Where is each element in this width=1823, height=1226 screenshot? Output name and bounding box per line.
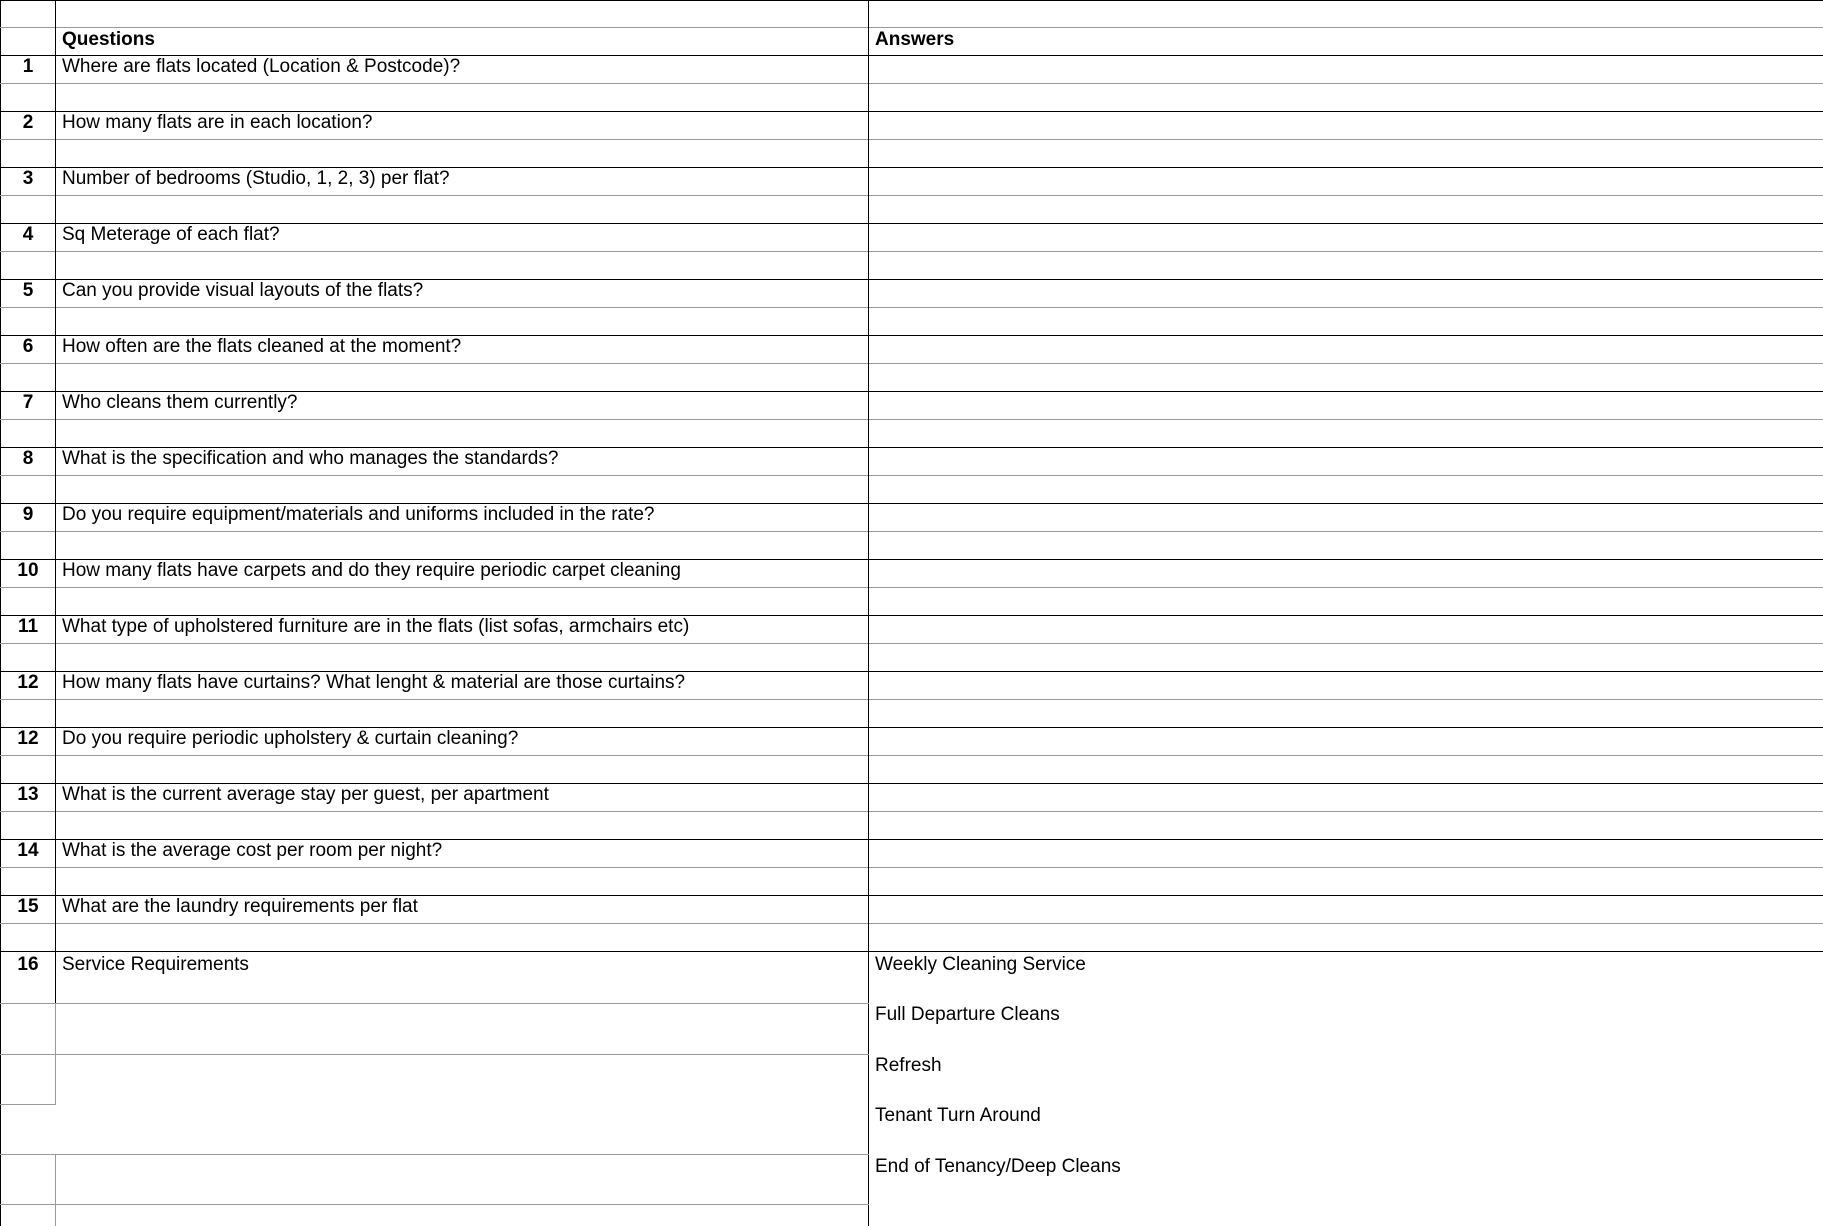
service-option[interactable]: Full Departure Cleans [875, 1004, 1060, 1025]
question-cell[interactable]: What is the current average stay per guest, per apartment [62, 784, 549, 805]
question-cell[interactable]: Do you require equipment/materials and uniforms included in the rate? [62, 504, 655, 525]
service-option[interactable]: Tenant Turn Around [875, 1105, 1041, 1126]
row-number[interactable]: 12 [17, 672, 39, 693]
row-number[interactable]: 1 [22, 56, 34, 77]
row-number[interactable]: 7 [22, 392, 34, 413]
question-cell[interactable]: What type of upholstered furniture are in the flats (list sofas, armchairs etc) [62, 616, 690, 637]
grid-line [55, 1054, 56, 1104]
questions-column-header[interactable]: Questions [62, 29, 155, 50]
grid-line [0, 1054, 869, 1055]
grid-line [0, 0, 1823, 1]
row-number[interactable]: 14 [17, 840, 39, 861]
question-cell[interactable]: What is the average cost per room per night? [62, 840, 443, 861]
service-option[interactable]: End of Tenancy/Deep Cleans [875, 1156, 1121, 1177]
grid-line [0, 1154, 869, 1155]
grid-line [55, 1154, 56, 1226]
answers-column-header[interactable]: Answers [875, 29, 955, 50]
row-number[interactable]: 11 [17, 616, 39, 637]
grid-line [0, 1104, 56, 1105]
service-option[interactable]: Refresh [875, 1055, 942, 1076]
question-cell[interactable]: How often are the flats cleaned at the moment? [62, 336, 462, 357]
row-number[interactable]: 15 [17, 896, 39, 917]
grid-line [0, 1204, 869, 1205]
service-row-number[interactable]: 16 [17, 954, 39, 975]
question-cell[interactable]: Who cleans them currently? [62, 392, 298, 413]
row-number[interactable]: 6 [22, 336, 34, 357]
grid-line [55, 1004, 56, 1055]
grid-line [0, 951, 1823, 952]
question-cell[interactable]: What is the specification and who manages the standards? [62, 448, 559, 469]
grid-line [868, 0, 869, 1226]
question-cell[interactable]: Sq Meterage of each flat? [62, 224, 280, 245]
row-number[interactable]: 2 [22, 112, 34, 133]
question-cell[interactable]: Number of bedrooms (Studio, 1, 2, 3) per flat? [62, 168, 450, 189]
grid-line [0, 1003, 869, 1004]
question-cell[interactable]: How many flats have curtains? What lenght & material are those curtains? [62, 672, 686, 693]
question-cell[interactable]: Can you provide visual layouts of the flats? [62, 280, 424, 301]
row-number[interactable]: 4 [22, 224, 34, 245]
row-number[interactable]: 8 [22, 448, 34, 469]
question-cell[interactable]: Do you require periodic upholstery & curtain cleaning? [62, 728, 519, 749]
question-cell[interactable]: How many flats have carpets and do they require periodic carpet cleaning [62, 560, 681, 581]
row-number[interactable]: 3 [22, 168, 34, 189]
question-cell[interactable]: Where are flats located (Location & Postcode)? [62, 56, 461, 77]
service-requirements-label[interactable]: Service Requirements [62, 954, 249, 975]
question-cell[interactable]: How many flats are in each location? [62, 112, 373, 133]
row-number[interactable]: 9 [22, 504, 34, 525]
row-number[interactable]: 13 [17, 784, 39, 805]
service-option[interactable]: Weekly Cleaning Service [875, 954, 1086, 975]
question-cell[interactable]: What are the laundry requirements per flat [62, 896, 418, 917]
row-number[interactable]: 5 [22, 280, 34, 301]
row-number[interactable]: 10 [17, 560, 39, 581]
row-number[interactable]: 12 [17, 728, 39, 749]
